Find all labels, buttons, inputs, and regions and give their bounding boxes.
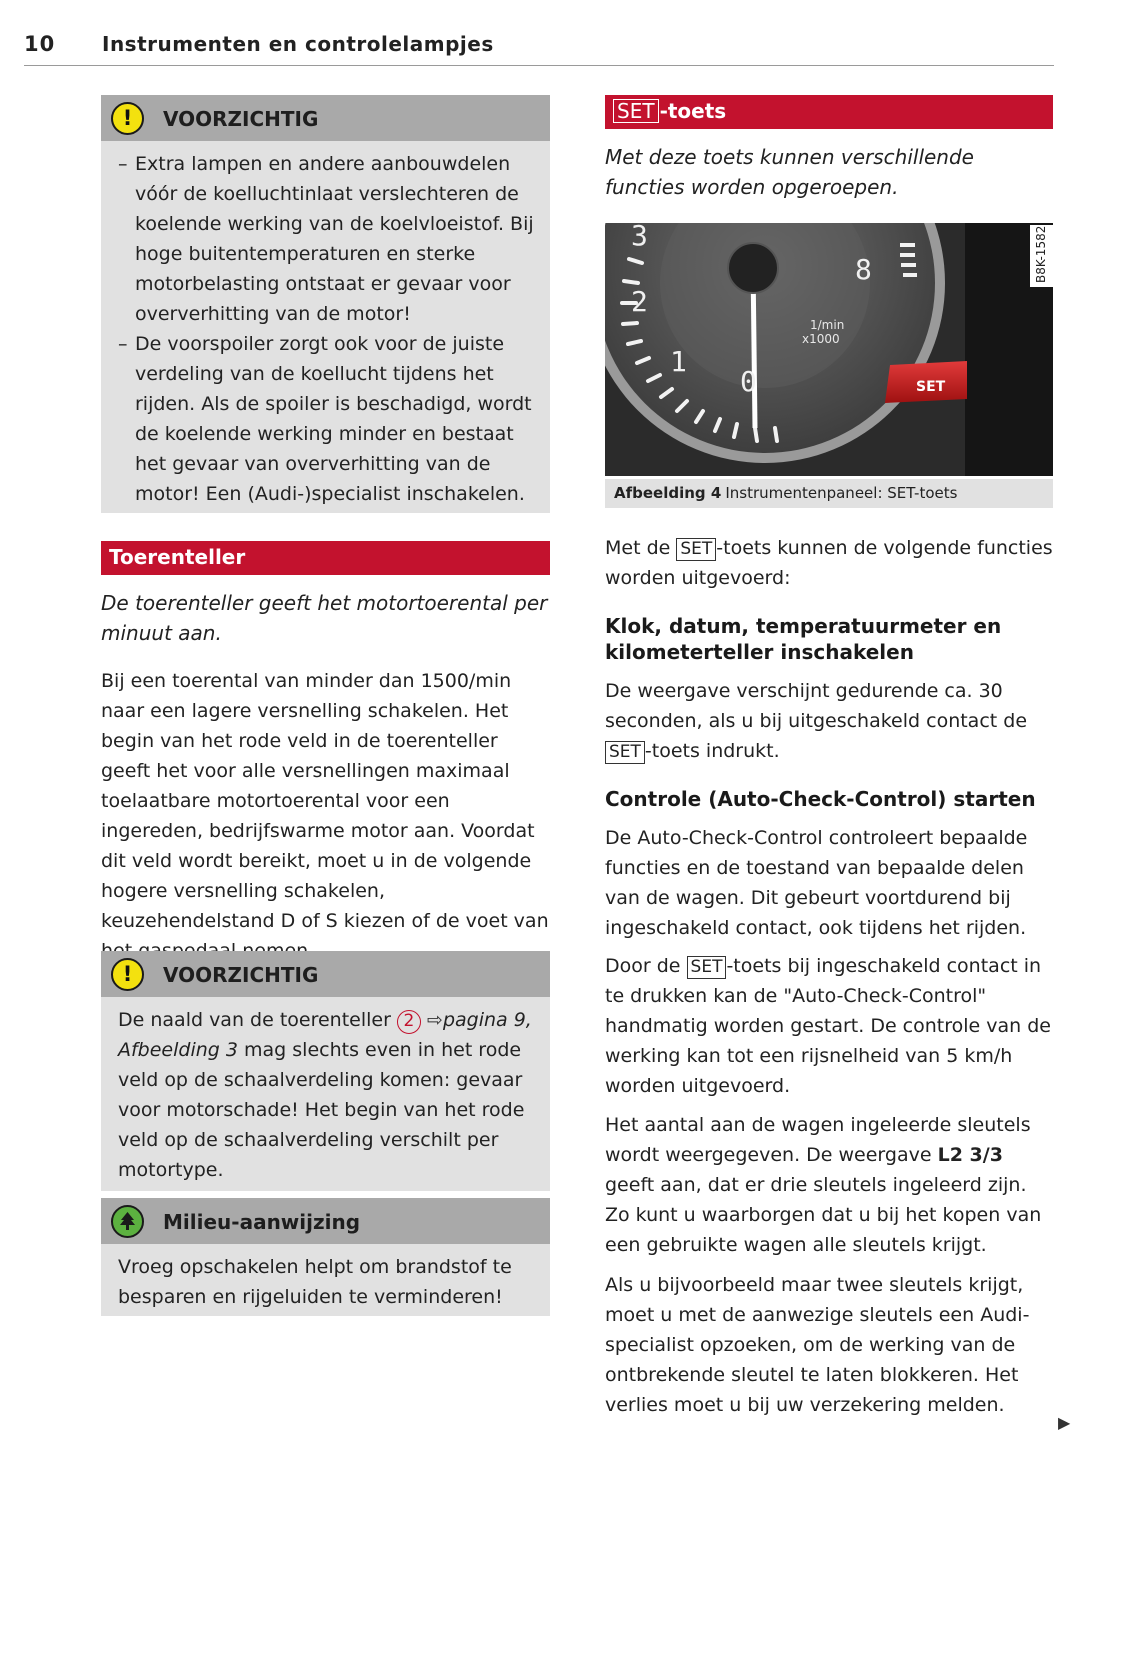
- set-key-symbol: SET: [605, 741, 645, 764]
- callout-number: 2: [397, 1010, 421, 1034]
- environment-text: Vroeg opschakelen helpt om brandstof te besparen en rijgeluiden te verminderen!: [118, 1256, 512, 1308]
- caution-text: De naald van de toerenteller 2 ⇨pagina 9, Afbeelding 3 mag slechts even in het rode veld op de schaalverdeling komen: gevaar voor motorschade! Het begin van het rode veld op de schaalverdeling verschilt per motortype.: [118, 1009, 532, 1181]
- dial-number: 2: [631, 285, 648, 318]
- environment-title: Milieu-aanwijzing: [163, 1210, 361, 1234]
- set-key-symbol: SET: [613, 99, 659, 123]
- display-code: L2 3/3: [937, 1144, 1003, 1166]
- running-head: Instrumenten en controlelampjes: [102, 32, 494, 56]
- instrument-panel-figure: [605, 223, 1053, 476]
- paragraph-keys: Het aantal aan de wagen ingeleerde sleutels wordt weergegeven. De weergave L2 3/3 geeft aan, dat er drie sleutels ingeleerd zijn. Zo kunt u waarborgen dat u bij het kopen van een gebruikte wagen alle sleutels krijgt.: [605, 1114, 1042, 1256]
- caution-box-cooling: [101, 95, 550, 513]
- subheading-auto-check: Controle (Auto-Check-Control) starten: [605, 787, 1036, 811]
- subheading-clock: Klok, datum, temperatuurmeter en kilometerteller inschakelen: [605, 614, 1002, 664]
- paragraph-auto-check: De Auto-Check-Control controleert bepaalde functies en de toestand van bepaalde delen van de wagen. Dit gebeurt voortdurend bij ingeschakeld contact, ook tijdens het rijden.: [605, 827, 1028, 939]
- caution-icon: !: [111, 958, 144, 991]
- section-title-toerenteller: Toerenteller: [101, 541, 550, 575]
- dial-number: 3: [631, 223, 648, 252]
- continue-arrow-icon: ▶: [1058, 1413, 1071, 1432]
- dial-number: 8: [855, 253, 872, 286]
- caution-item: – Extra lampen en andere aanbouwdelen vóór de koelluchtinlaat verslechteren de koelende werking van de koelvloeistof. Bij hoge buitentemperaturen en sterke motorbelasting ontstaat er gevaar voor oververhitting van de motor!: [118, 153, 534, 325]
- paragraph-clock: De weergave verschijnt gedurende ca. 30 seconden, als u bij uitgeschakeld contact de SET -toets indrukt.: [605, 680, 1028, 762]
- environment-header: [101, 1198, 550, 1244]
- page-number: 10: [24, 32, 56, 56]
- reference-arrow-icon: ⇨: [427, 1009, 443, 1031]
- dial-unit: x1000: [802, 332, 840, 346]
- caution-header: [101, 951, 550, 997]
- set-intro: Met de SET -toets kunnen de volgende functies worden uitgevoerd:: [605, 537, 1053, 589]
- caution-title: VOORZICHTIG: [163, 107, 319, 131]
- caution-item: – De voorspoiler zorgt ook voor de juiste verdeling van de koellucht tijdens het rijden. Als de spoiler is beschadigd, wordt de koelende werking minder en bestaat het gevaar van oververhitting van de motor! Een (Audi-)specialist inschakelen.: [118, 333, 532, 505]
- caution-title: VOORZICHTIG: [163, 963, 319, 987]
- caution-header: [101, 95, 550, 141]
- set-button[interactable]: [885, 361, 967, 403]
- caution-box-needle: [101, 951, 550, 1191]
- figure-code: B8K-1582: [1030, 225, 1053, 287]
- tree-icon: [111, 1205, 144, 1238]
- dial-number: 0: [740, 365, 757, 398]
- cross-reference[interactable]: pagina 9, Afbeelding 3: [118, 1009, 532, 1061]
- section-lead-toerenteller: De toerenteller geeft het motortoerental per minuut aan.: [101, 591, 548, 645]
- environment-box: [101, 1198, 550, 1316]
- dial-number: 1: [670, 345, 687, 378]
- section-title-set-toets: SET -toets: [605, 95, 1053, 129]
- caution-icon: !: [111, 102, 144, 135]
- set-key-symbol: SET: [676, 538, 716, 561]
- set-key-symbol: SET: [687, 956, 727, 979]
- figure-caption: Afbeelding 4 Instrumentenpaneel: SET-toets: [605, 479, 1053, 508]
- section-body-toerenteller: Bij een toerental van minder dan 1500/min naar een lagere versnelling schakelen. Het begin van het rode veld in de toerenteller geeft het voor alle versnellingen maximaal toelaatbare motortoerental voor een ingereden, bedrijfswarme motor aan. Voordat dit veld wordt bereikt, moet u in de volgende hogere versnelling schakelen, keuzehendelstand D of S kiezen of de voet van: [101, 670, 549, 932]
- paragraph-missing-key: Als u bijvoorbeeld maar twee sleutels krijgt, moet u met de aanwezige sleutels een Audi-specialist opzoeken, om de werking van de ontbrekende sleutel te laten blokkeren. Het verlies moet u bij uw verzekering melden.: [605, 1274, 1030, 1416]
- page-header: [24, 30, 1054, 66]
- paragraph-auto-check-start: Door de SET -toets bij ingeschakeld contact in te drukken kan de "Auto-Check-Control" handmatig worden gestart. De controle van de werking kan tot een rijsnelheid van 5 km/h worden uitgevoerd.: [605, 955, 1051, 1097]
- set-button-label: SET: [916, 379, 946, 395]
- dial-unit: 1/min: [810, 318, 845, 332]
- section-lead-set: Met deze toets kunnen verschillende functies worden opgeroepen.: [605, 145, 974, 199]
